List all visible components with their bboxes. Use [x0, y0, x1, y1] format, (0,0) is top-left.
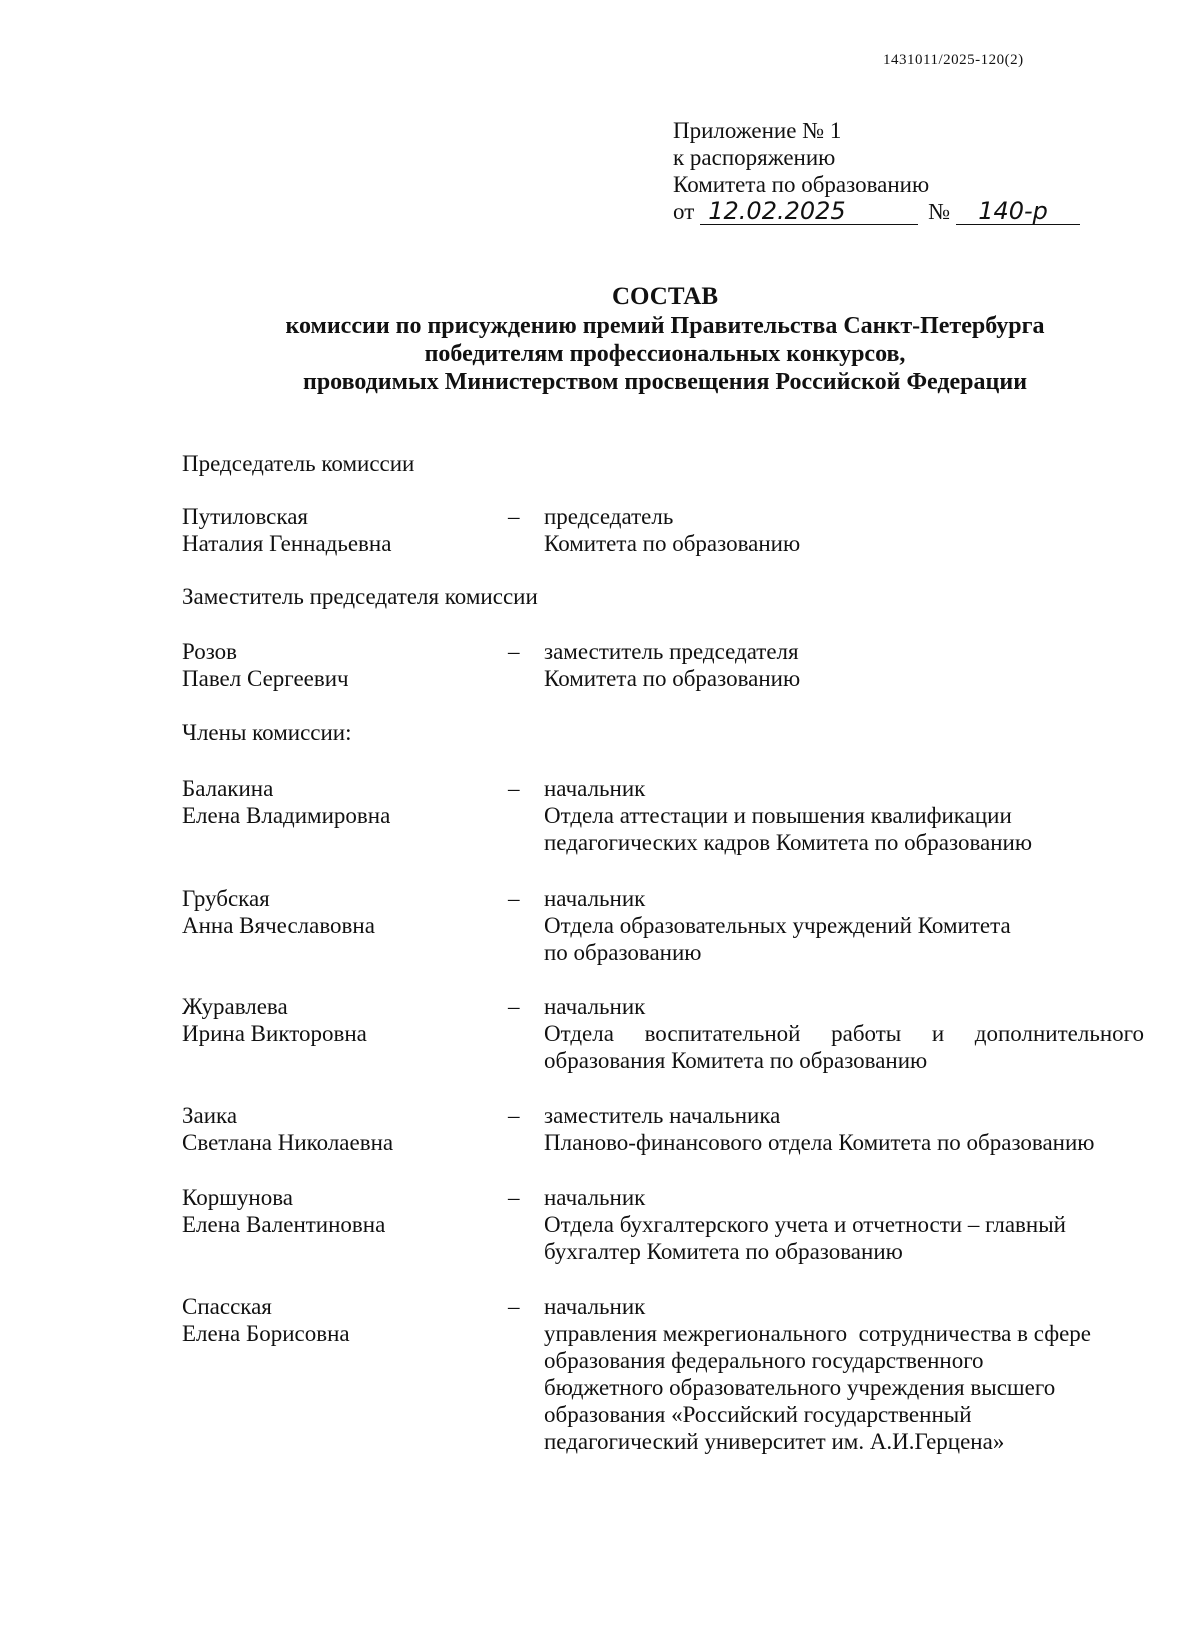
section-members-label: Члены комиссии: [182, 720, 352, 745]
member-surname: Спасская [182, 1294, 272, 1319]
member-role [544, 503, 1144, 557]
appendix-block [673, 117, 1080, 225]
appendix-line-1: Приложение № 1 [673, 118, 842, 143]
dash-separator: – [508, 776, 520, 801]
role-word: и [931, 1021, 945, 1046]
dash-separator: – [508, 1185, 520, 1210]
member-name [182, 503, 512, 557]
title-line-1: комиссии по присуждению премий Правительства Санкт-Петербурга [285, 313, 1045, 339]
role-line: образования федерального государственного [544, 1348, 984, 1373]
role-line: Комитета по образованию [544, 531, 801, 556]
appendix-line-2: к распоряжению [673, 145, 836, 170]
member-given-names: Елена Валентиновна [182, 1212, 386, 1237]
handwritten-date: 12.02.2025 [700, 199, 918, 225]
role-line: бюджетного образовательного учреждения высшего [544, 1375, 1056, 1400]
member-surname: Журавлева [182, 994, 288, 1019]
member-surname: Путиловская [182, 504, 308, 529]
role-line: педагогический университет им. А.И.Герцена» [544, 1429, 1005, 1454]
role-line: начальник [544, 886, 646, 911]
role-line: заместитель начальника [544, 1103, 781, 1128]
role-line [544, 1020, 1144, 1047]
member-given-names: Павел Сергеевич [182, 666, 349, 691]
role-line: начальник [544, 1185, 646, 1210]
role-line: председатель [544, 504, 674, 529]
member-surname: Заика [182, 1103, 238, 1128]
member-role [544, 993, 1144, 1074]
dash-separator: – [508, 639, 520, 664]
dash-separator: – [508, 994, 520, 1019]
member-role [544, 1184, 1144, 1265]
role-line: начальник [544, 776, 646, 801]
member-surname: Розов [182, 639, 238, 664]
member-name [182, 993, 512, 1047]
role-word: дополнительного [974, 1021, 1144, 1046]
member-name [182, 1102, 512, 1156]
dash-separator: – [508, 886, 520, 911]
member-role [544, 638, 1144, 692]
member-given-names: Елена Борисовна [182, 1321, 350, 1346]
role-line: заместитель председателя [544, 639, 799, 664]
member-role [544, 885, 1144, 966]
title-heading: СОСТАВ [611, 283, 719, 310]
member-name [182, 885, 512, 939]
role-line: образования Комитета по образованию [544, 1048, 928, 1073]
role-word: работы [831, 1021, 902, 1046]
dash-separator: – [508, 1294, 520, 1319]
role-word: Отдела [544, 1021, 614, 1046]
member-given-names: Анна Вячеславовна [182, 913, 375, 938]
member-given-names: Светлана Николаевна [182, 1130, 394, 1155]
from-label: от [673, 199, 695, 224]
role-line: Планово-финансового отдела Комитета по образованию [544, 1130, 1095, 1155]
member-name [182, 1293, 512, 1347]
role-line: по образованию [544, 940, 702, 965]
member-given-names: Наталия Геннадьевна [182, 531, 392, 556]
document-number: 1431011/2025-120(2) [883, 52, 1024, 68]
role-line: бухгалтер Комитета по образованию [544, 1239, 903, 1264]
number-label: № [928, 199, 951, 224]
role-word: воспитательной [644, 1021, 801, 1046]
role-line: начальник [544, 1294, 646, 1319]
section-chairman-label: Председатель комиссии [182, 451, 415, 476]
member-given-names: Ирина Викторовна [182, 1021, 367, 1046]
role-line: Отдела аттестации и повышения квалификации [544, 803, 1012, 828]
title-line-3: проводимых Министерством просвещения Российской Федерации [302, 369, 1028, 395]
dash-separator: – [508, 1103, 520, 1128]
document-title [0, 283, 1200, 396]
section-deputy-label: Заместитель председателя комиссии [182, 584, 538, 609]
member-given-names: Елена Владимировна [182, 803, 391, 828]
member-name [182, 775, 512, 829]
appendix-date-number-line [673, 198, 1080, 225]
appendix-line-3: Комитета по образованию [673, 172, 930, 197]
dash-separator: – [508, 504, 520, 529]
member-surname: Коршунова [182, 1185, 293, 1210]
handwritten-order-number: 140-р [956, 199, 1080, 225]
role-line: образования «Российский государственный [544, 1402, 972, 1427]
member-role [544, 1293, 1144, 1455]
role-line: Отдела бухгалтерского учета и отчетности – главный [544, 1212, 1066, 1237]
role-line: Отдела образовательных учреждений Комитета [544, 913, 1011, 938]
member-name [182, 638, 512, 692]
role-line: Комитета по образованию [544, 666, 801, 691]
member-surname: Балакина [182, 776, 274, 801]
role-line: управления межрегионального сотрудничества в сфере [544, 1321, 1092, 1346]
member-role [544, 1102, 1144, 1156]
member-name [182, 1184, 512, 1238]
role-line: педагогических кадров Комитета по образованию [544, 830, 1033, 855]
member-role [544, 775, 1144, 856]
role-line: начальник [544, 994, 646, 1019]
member-surname: Грубская [182, 886, 270, 911]
title-line-2: победителям профессиональных конкурсов, [424, 341, 906, 367]
